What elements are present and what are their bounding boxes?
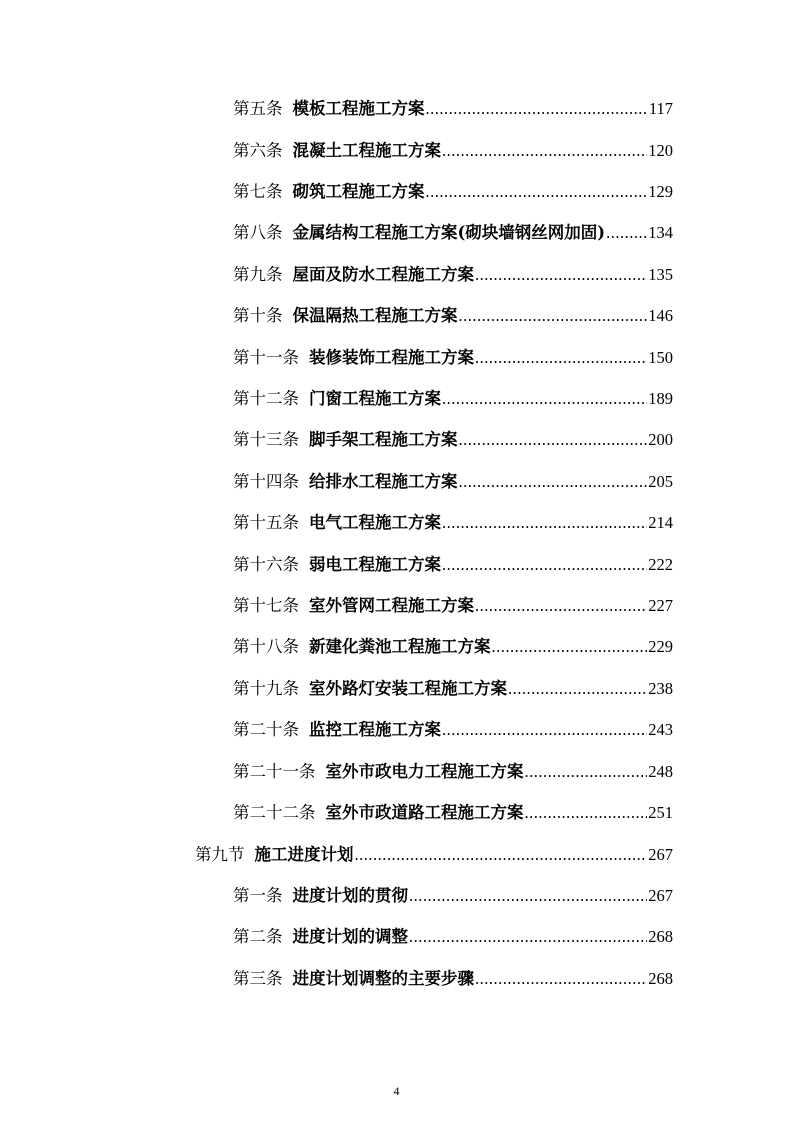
toc-entry-title: 进度计划的贯彻 (292, 886, 408, 905)
toc-entry-number: 第二十一条 (233, 762, 316, 781)
dot-leader (442, 384, 647, 414)
toc-entry[interactable] (233, 550, 673, 580)
toc-entry-number: 第十六条 (233, 555, 299, 574)
toc-entry-title: 监控工程施工方案 (309, 720, 441, 739)
dot-leader (442, 550, 647, 580)
toc-entry[interactable] (233, 922, 673, 952)
dot-leader (459, 467, 648, 497)
dot-leader (442, 508, 647, 538)
dot-leader (475, 260, 647, 290)
toc-entry-page: 267 (648, 886, 673, 905)
toc-entry-number: 第十五条 (233, 513, 299, 532)
toc-entry[interactable] (233, 964, 673, 994)
toc-entry-page: 251 (648, 803, 673, 822)
dot-leader (508, 674, 647, 704)
toc-entry-title: 混凝土工程施工方案 (292, 141, 441, 160)
toc-entry[interactable] (233, 715, 673, 745)
toc-entry-title: 室外市政道路工程施工方案 (325, 803, 524, 822)
toc-entry-number: 第十三条 (233, 430, 299, 449)
toc-entry-title: 电气工程施工方案 (309, 513, 441, 532)
toc-entry-page: 267 (648, 845, 673, 864)
dot-leader (475, 343, 647, 373)
toc-entry-title: 进度计划调整的主要步骤 (292, 969, 474, 988)
dot-leader (492, 632, 648, 662)
toc-entry-page: 229 (648, 637, 673, 656)
dot-leader (459, 301, 648, 331)
toc-entry-page: 268 (648, 969, 673, 988)
toc-entry-page: 134 (648, 223, 673, 242)
toc-entry[interactable] (233, 798, 673, 828)
toc-entry-title: 弱电工程施工方案 (309, 555, 441, 574)
toc-entry[interactable] (233, 467, 673, 497)
toc-entry-title: 新建化粪池工程施工方案 (309, 637, 491, 656)
toc-entry[interactable] (233, 674, 673, 704)
dot-leader (459, 425, 648, 455)
toc-entry-page: 146 (648, 306, 673, 325)
dot-leader (442, 136, 647, 166)
toc-entry-number: 第十一条 (233, 348, 299, 367)
toc-entry-number: 第五条 (233, 99, 283, 118)
toc-entry[interactable] (233, 94, 673, 124)
dot-leader (475, 591, 647, 621)
toc-entry-title: 模板工程施工方案 (292, 99, 425, 118)
toc-entry-page: 189 (648, 389, 673, 408)
toc-entry-title: 金属结构工程施工方案(砌块墙钢丝网加固) (292, 223, 606, 242)
toc-entry-page: 243 (648, 720, 673, 739)
toc-entry-number: 第八条 (233, 223, 283, 242)
toc-entry-page: 268 (648, 927, 673, 946)
toc-entry-number: 第十八条 (233, 637, 299, 656)
toc-entry-number: 第二十条 (233, 720, 299, 739)
toc-entry-number: 第三条 (233, 969, 283, 988)
dot-leader (409, 881, 647, 911)
toc-entry-page: 248 (648, 762, 673, 781)
dot-leader (426, 177, 648, 207)
toc-entry-number: 第九条 (233, 265, 283, 284)
toc-entry-page: 227 (648, 596, 673, 615)
toc-entry-number: 第十七条 (233, 596, 299, 615)
toc-entry-page: 117 (648, 99, 673, 118)
toc-entry-page: 205 (648, 472, 673, 491)
toc-entry[interactable] (233, 136, 673, 166)
toc-entry-title: 砌筑工程施工方案 (292, 182, 425, 201)
toc-entry[interactable] (233, 260, 673, 290)
dot-leader (525, 757, 648, 787)
page-number: 4 (393, 1084, 400, 1098)
toc-entry-number: 第十条 (233, 306, 283, 325)
toc-entry-title: 给排水工程施工方案 (309, 472, 458, 491)
toc-entry-number: 第二条 (233, 927, 283, 946)
toc-entry[interactable] (233, 508, 673, 538)
toc-entry[interactable] (233, 384, 673, 414)
toc-entry-number: 第十九条 (233, 679, 299, 698)
toc-entry-number: 第九节 (195, 845, 245, 864)
toc-entry-title: 保温隔热工程施工方案 (292, 306, 458, 325)
toc-entry[interactable] (233, 881, 673, 911)
toc-entry-page: 222 (648, 555, 673, 574)
toc-entry-page: 135 (648, 265, 673, 284)
toc-entry-title: 门窗工程施工方案 (309, 389, 441, 408)
dot-leader (475, 964, 647, 994)
toc-entry-number: 第七条 (233, 182, 283, 201)
toc-entry[interactable] (233, 301, 673, 331)
toc-entry[interactable] (233, 218, 673, 248)
toc-entry-title: 进度计划的调整 (292, 927, 408, 946)
dot-leader (606, 218, 647, 248)
toc-entry-title: 脚手架工程施工方案 (309, 430, 458, 449)
toc-entry[interactable] (233, 425, 673, 455)
toc-entry-page: 238 (648, 679, 673, 698)
toc-entry-title: 施工进度计划 (254, 845, 354, 864)
dot-leader (525, 798, 648, 828)
dot-leader (426, 94, 648, 124)
toc-entry-page: 214 (648, 513, 673, 532)
toc-entry-page: 120 (648, 141, 673, 160)
toc-entry-page: 200 (648, 430, 673, 449)
dot-leader (355, 840, 648, 870)
toc-entry[interactable] (233, 591, 673, 621)
toc-entry-number: 第二十二条 (233, 803, 316, 822)
toc-entry-title: 室外市政电力工程施工方案 (325, 762, 524, 781)
toc-entry-page: 150 (648, 348, 673, 367)
toc-entry-number: 第十二条 (233, 389, 299, 408)
toc-section-entry[interactable] (195, 840, 673, 870)
toc-entry-title: 室外管网工程施工方案 (309, 596, 474, 615)
dot-leader (409, 922, 647, 952)
toc-entry-title: 屋面及防水工程施工方案 (292, 265, 474, 284)
toc-entry[interactable] (233, 757, 673, 787)
toc-entry-number: 第六条 (233, 141, 283, 160)
toc-entry[interactable] (233, 632, 673, 662)
toc-entry-number: 第十四条 (233, 472, 299, 491)
toc-entry-title: 装修装饰工程施工方案 (309, 348, 474, 367)
toc-entry[interactable] (233, 177, 673, 207)
toc-entry-number: 第一条 (233, 886, 283, 905)
toc-entry-title: 室外路灯安装工程施工方案 (309, 679, 507, 698)
toc-entry-page: 129 (648, 182, 673, 201)
toc-entry[interactable] (233, 343, 673, 373)
dot-leader (442, 715, 647, 745)
